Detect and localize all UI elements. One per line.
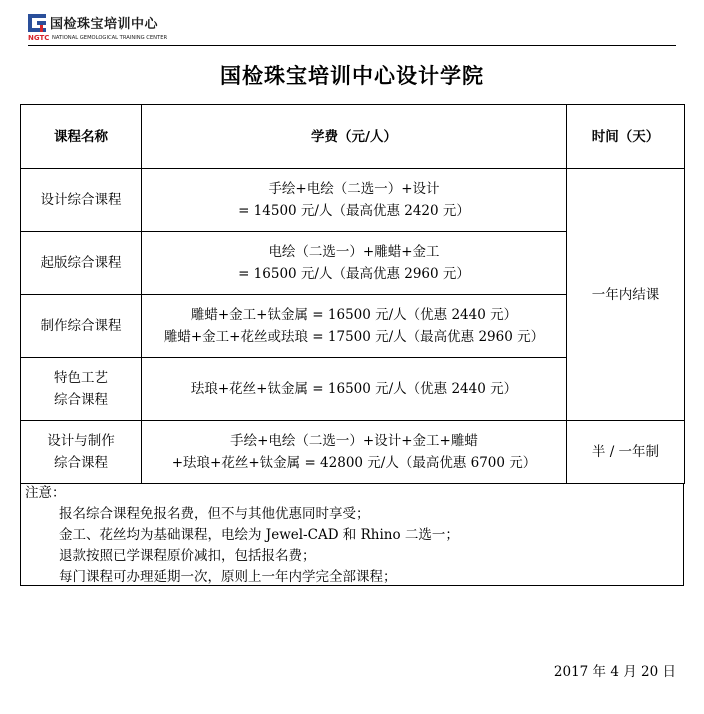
header-course-name: 课程名称 (21, 105, 142, 169)
logo-english-name: NATIONAL GEMOLOGICAL TRAINING CENTER (52, 34, 168, 41)
table-row (21, 169, 685, 232)
header-fee: 学费（元/人） (142, 105, 567, 169)
course-name-cell: 特色工艺 综合课程 (21, 358, 142, 421)
page-title: 国检珠宝培训中心设计学院 (220, 64, 484, 88)
table-header-row (21, 105, 685, 169)
notes-item: 退款按照已学课程原价减扣，包括报名费； (59, 548, 316, 564)
duration-cell: 半 / 一年制 (567, 421, 685, 484)
fee-cell: 电绘（二选一）+雕蜡+金工 = 16500 元/人（最高优惠 2960 元） (142, 232, 567, 295)
fee-cell: 手绘+电绘（二选一）+设计+金工+雕蜡 +珐琅+花丝+钛金属 = 42800 元/人（最高优惠 6700 元） (142, 421, 567, 484)
fee-cell: 雕蜡+金工+钛金属 = 16500 元/人（优惠 2440 元） 雕蜡+金工+花丝或珐琅 = 17500 元/人（最高优惠 2960 元） (142, 295, 567, 358)
document-date: 2017 年 4 月 20 日 (553, 664, 676, 680)
header-duration: 时间（天） (567, 105, 685, 169)
course-name-cell: 制作综合课程 (21, 295, 142, 358)
course-name-cell: 设计综合课程 (21, 169, 142, 232)
logo-chinese-name: 国检珠宝培训中心 (50, 17, 159, 32)
table-row (21, 421, 685, 484)
course-name-cell: 设计与制作 综合课程 (21, 421, 142, 484)
header-divider (28, 45, 676, 46)
course-fee-table (20, 104, 685, 484)
ngtc-logo (28, 12, 228, 46)
ngtc-logo-icon (28, 14, 46, 32)
notes-item: 报名综合课程免报名费，但不与其他优惠同时享受； (59, 506, 370, 522)
fee-cell: 手绘+电绘（二选一）+设计 = 14500 元/人（最高优惠 2420 元） (142, 169, 567, 232)
notes-label: 注意： (25, 485, 66, 501)
duration-merged-cell: 一年内结课 (567, 169, 685, 421)
fee-cell: 珐琅+花丝+钛金属 = 16500 元/人（优惠 2440 元） (142, 358, 567, 421)
notes-item: 金工、花丝均为基础课程，电绘为 Jewel-CAD 和 Rhino 二选一； (59, 527, 459, 543)
logo-abbreviation: NGTC (28, 34, 50, 42)
course-name-cell: 起版综合课程 (21, 232, 142, 295)
notes-box (20, 483, 684, 586)
notes-item: 每门课程可办理延期一次，原则上一年内学完全部课程； (59, 569, 397, 585)
